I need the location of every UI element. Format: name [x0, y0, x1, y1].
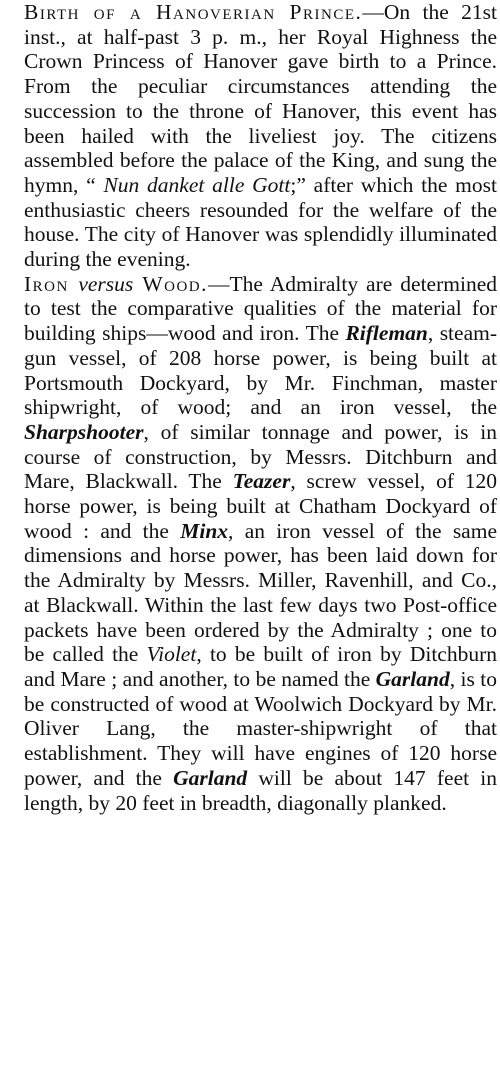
article-iron-versus-wood — [4, 272, 497, 815]
ship-name: Garland — [173, 765, 248, 790]
heading-dash: — — [208, 271, 230, 296]
article-text: , screw vessel, of 120 horse power, is being built at Chatham Dockyard of wood : and the — [24, 469, 497, 543]
article-text: The Admiralty are determined to test the comparative qualities of the material for building ships—wood and iron. The — [24, 271, 497, 346]
article-text: , is to be constructed of wood at Woolwich Dockyard by Mr. Oliver Lang, the master-shipwright of that establishment. They will have engines of 120 horse power, and the — [24, 666, 497, 790]
article-heading-part: Wood. — [133, 271, 208, 296]
article-heading-part: Iron — [24, 271, 79, 296]
article-text: ;” after which the most enthusiastic cheers resounded for the welfare of the house. The city of Hanover was splendidly illuminated during the evening. — [24, 172, 497, 272]
ship-name: Garland — [375, 666, 450, 691]
ship-name: Minx — [180, 518, 229, 543]
hymn-title: Nun danket alle Gott — [103, 172, 291, 197]
article-text: , an iron vessel of the same dimensions and horse power, has been laid down for the Admiralty by Messrs. Miller, Ravenhill, and Co., at Blackwall. Within the last few days two Post-office packets have been ordered by the Admiralty ; one to be called the — [24, 518, 497, 667]
heading-dash: — — [362, 0, 384, 24]
article-heading-part: versus — [78, 271, 134, 296]
article-text: , to be built of iron by Ditchburn and Mare ; and another, to be named the — [24, 642, 497, 691]
article-text: will be about 147 feet in length, by 20 feet in breadth, diagonally planked. — [24, 765, 497, 815]
article-hanoverian-prince — [4, 0, 497, 272]
article-heading: Birth of a Hanoverian Prince. — [24, 0, 363, 24]
ship-name: Sharpshooter — [24, 419, 144, 444]
ship-name: Teazer — [232, 469, 291, 494]
article-text: , of similar tonnage and power, is in course of construction, by Messrs. Ditchburn and Mare, Blackwall. The — [24, 419, 497, 494]
article-text: , steam-gun vessel, of 208 horse power, is being built at Portsmouth Dockyard, by Mr. Finchman, master shipwright, of wood; and an iron vessel, the — [24, 321, 497, 420]
ship-name: Violet — [146, 642, 197, 667]
article-text: On the 21st inst., at half-past 3 p. m., her Royal Highness the Crown Princess of Hanover gave birth to a Prince. From the peculiar circumstances attending the succession to the throne of Hanover, this event has been hailed with the liveliest joy. The citizens assembled before the palace of the King, and sung the hymn, “ — [24, 0, 497, 197]
ship-name: Rifleman — [345, 321, 428, 346]
